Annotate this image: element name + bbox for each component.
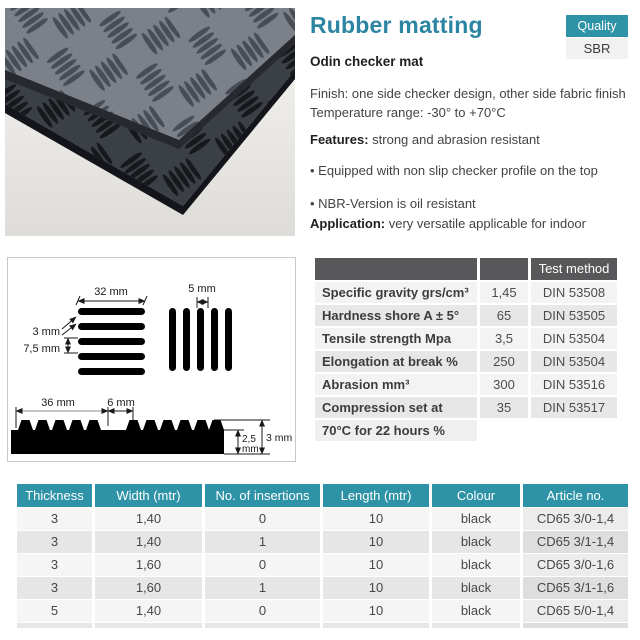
features-line (310, 132, 540, 147)
finish-line: Finish: one side checker design, other side fabric finish (310, 86, 626, 101)
spec-header-empty-2 (480, 258, 528, 280)
application-text: very versatile applicable for indoor (385, 216, 586, 231)
table-cell-article: CD65 3/0-1,6 (523, 554, 628, 576)
table-cell: 3 (17, 554, 92, 576)
table-cell: 1,40 (95, 508, 202, 530)
table-cell: 1 (205, 577, 320, 599)
page-title: Rubber matting (310, 12, 483, 38)
column-header-colour: Colour (432, 484, 520, 507)
partial-row-cell (205, 623, 320, 628)
temperature-line: Temperature range: -30° to +70°C (310, 105, 506, 120)
table-cell: 10 (323, 531, 429, 553)
table-cell: 3 (17, 531, 92, 553)
spec-method: DIN 53504 (531, 351, 617, 372)
table-cell: 1,60 (95, 554, 202, 576)
quality-badge: Quality (566, 15, 628, 37)
table-cell: black (432, 508, 520, 530)
table-cell: 0 (205, 600, 320, 622)
application-line (310, 216, 586, 231)
spec-label: Specific gravity grs/cm³ (315, 282, 477, 303)
feature-bullet-2: • NBR-Version is oil resistant (310, 196, 476, 211)
spec-value: 1,45 (480, 282, 528, 303)
table-cell: 10 (323, 554, 429, 576)
dimension-drawing (8, 258, 295, 461)
table-cell: 10 (323, 577, 429, 599)
partial-row-cell (17, 623, 92, 628)
spec-label: Hardness shore A ± 5° (315, 305, 477, 326)
dim-label-7-5mm: 7,5 mm (23, 343, 60, 355)
table-cell: black (432, 600, 520, 622)
spec-label: Tensile strength Mpa (315, 328, 477, 349)
spec-label: Elongation at break % (315, 351, 477, 372)
vertical-rib-bars (169, 308, 232, 371)
partial-row-cell (95, 623, 202, 628)
spec-value: 300 (480, 374, 528, 395)
table-cell: 1,40 (95, 600, 202, 622)
finish-description (310, 84, 626, 122)
table-cell-article: CD65 3/1-1,4 (523, 531, 628, 553)
table-cell: black (432, 577, 520, 599)
spec-method: DIN 53508 (531, 282, 617, 303)
column-header-article: Article no. (523, 484, 628, 507)
table-cell: 3 (17, 577, 92, 599)
table-cell: 0 (205, 554, 320, 576)
dim-label-3mm-total: 3 mm (266, 432, 293, 444)
table-cell: 5 (17, 600, 92, 622)
table-cell: black (432, 554, 520, 576)
table-cell-article: CD65 5/0-1,4 (523, 600, 628, 622)
table-cell-article: CD65 3/0-1,4 (523, 508, 628, 530)
spec-label: Compression set at (315, 397, 477, 418)
column-header-thickness: Thickness (17, 484, 92, 507)
table-cell: 10 (323, 508, 429, 530)
spec-header-test-method: Test method (531, 258, 617, 280)
table-cell: black (432, 531, 520, 553)
product-name: Odin checker mat (310, 54, 424, 69)
spec-value: 35 (480, 397, 528, 418)
feature-bullet-1: • Equipped with non slip checker profile on the top (310, 163, 598, 178)
spec-method: DIN 53517 (531, 397, 617, 418)
spec-label: Abrasion mm³ (315, 374, 477, 395)
application-label: Application: (310, 216, 386, 231)
table-cell: 3 (17, 508, 92, 530)
spec-empty (480, 420, 528, 441)
partial-row-cell (523, 623, 628, 628)
spec-continuation: 70°C for 22 hours % (315, 420, 477, 441)
spec-header-empty-1 (315, 258, 477, 280)
column-header-insertions: No. of insertions (205, 484, 320, 507)
column-header-width: Width (mtr) (95, 484, 202, 507)
dim-label-32mm: 32 mm (94, 286, 128, 298)
table-cell: 1,60 (95, 577, 202, 599)
spec-method: DIN 53504 (531, 328, 617, 349)
partial-row-cell (323, 623, 429, 628)
spec-method: DIN 53505 (531, 305, 617, 326)
features-label: Features: (310, 132, 369, 147)
dim-label-36mm: 36 mm (41, 397, 75, 409)
spec-value: 65 (480, 305, 528, 326)
table-cell-article: CD65 3/1-1,6 (523, 577, 628, 599)
dim-label-3mm: 3 mm (32, 326, 60, 338)
spec-method: DIN 53516 (531, 374, 617, 395)
partial-row-cell (432, 623, 520, 628)
spec-empty (531, 420, 617, 441)
dimension-drawing-panel (7, 257, 296, 462)
dim-label-2-5: 2,5 (242, 434, 256, 445)
cross-section-profile (11, 420, 224, 454)
spec-value: 250 (480, 351, 528, 372)
quality-value: SBR (566, 38, 628, 59)
dim-label-5mm: 5 mm (188, 283, 216, 295)
column-header-length: Length (mtr) (323, 484, 429, 507)
table-cell: 10 (323, 600, 429, 622)
dim-label-6mm: 6 mm (107, 397, 135, 409)
horizontal-rib-bars (78, 308, 145, 375)
spec-table (315, 258, 617, 441)
product-table (17, 484, 628, 628)
spec-value: 3,5 (480, 328, 528, 349)
product-photo (5, 8, 295, 236)
table-cell: 0 (205, 508, 320, 530)
table-cell: 1,40 (95, 531, 202, 553)
dim-label-2-5-mm: mm (242, 444, 259, 455)
table-cell: 1 (205, 531, 320, 553)
features-text: strong and abrasion resistant (368, 132, 540, 147)
